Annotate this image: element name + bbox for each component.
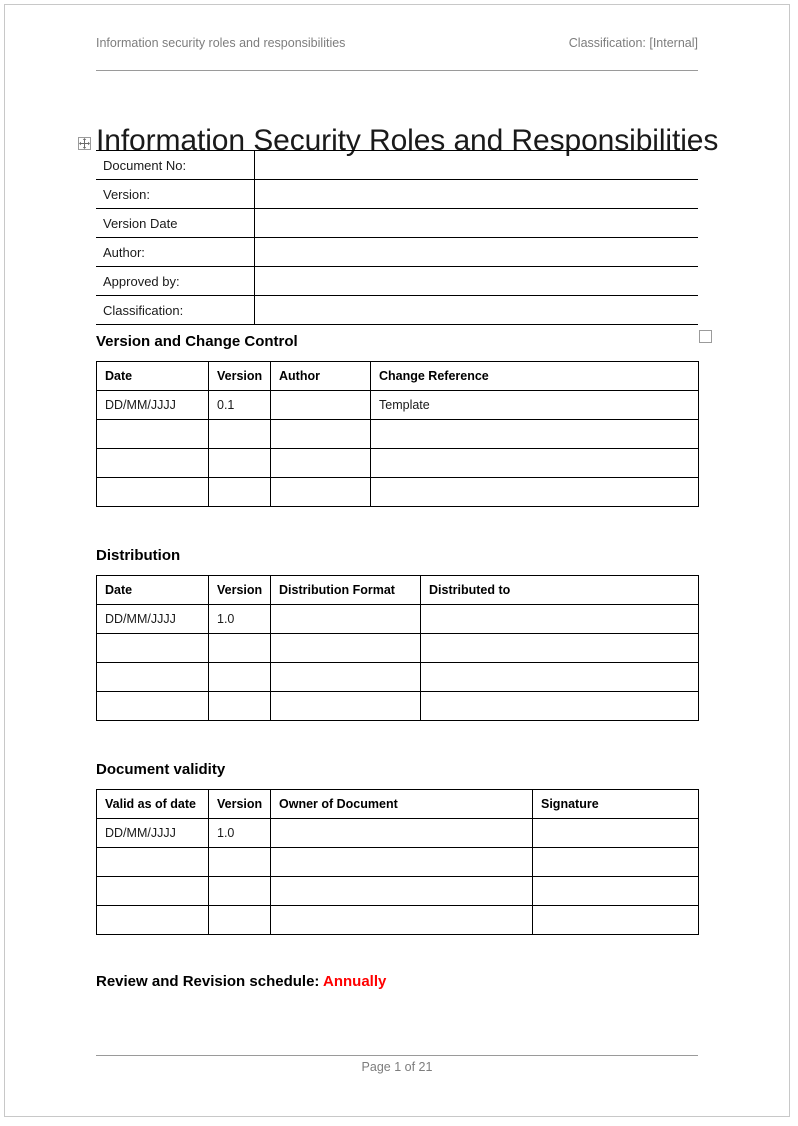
column-header-version: Version xyxy=(209,790,271,819)
table-row xyxy=(97,420,699,449)
cell-signature[interactable] xyxy=(533,819,699,848)
table-row xyxy=(97,692,699,721)
cell-signature[interactable] xyxy=(533,906,699,935)
cell-version[interactable] xyxy=(209,634,271,663)
footer-divider xyxy=(96,1055,698,1056)
cell-author[interactable] xyxy=(271,449,371,478)
cell-signature[interactable] xyxy=(533,848,699,877)
cell-change-reference[interactable] xyxy=(371,420,699,449)
table-body xyxy=(97,819,699,935)
metadata-label-version-date: Version Date xyxy=(96,209,254,238)
cell-version[interactable] xyxy=(209,449,271,478)
table-body xyxy=(97,391,699,507)
table-row xyxy=(97,663,699,692)
cell-version[interactable] xyxy=(209,478,271,507)
review-revision-schedule xyxy=(96,973,386,990)
section-heading-distribution: Distribution xyxy=(96,547,181,564)
document-metadata-table xyxy=(96,150,698,325)
metadata-label-classification: Classification: xyxy=(96,296,254,325)
cell-date[interactable] xyxy=(97,634,209,663)
column-header-valid-as-of-date: Valid as of date xyxy=(97,790,209,819)
cell-date[interactable] xyxy=(97,663,209,692)
column-header-distribution-format: Distribution Format xyxy=(271,576,421,605)
cell-author[interactable] xyxy=(271,478,371,507)
header-divider xyxy=(96,70,698,71)
cell-valid-as-of-date[interactable] xyxy=(97,877,209,906)
metadata-label-author: Author: xyxy=(96,238,254,267)
cell-author[interactable] xyxy=(271,391,371,420)
cell-version[interactable] xyxy=(209,663,271,692)
document-footer xyxy=(96,1060,698,1074)
cell-version[interactable] xyxy=(209,420,271,449)
table-row xyxy=(96,180,698,209)
document-validity-table xyxy=(96,789,699,935)
table-row xyxy=(97,819,699,848)
table-row xyxy=(96,296,698,325)
cell-date[interactable]: DD/MM/JJJJ xyxy=(97,605,209,634)
document-header xyxy=(96,36,698,50)
table-row xyxy=(96,238,698,267)
cell-distributed-to[interactable] xyxy=(421,634,699,663)
metadata-value-document-no[interactable] xyxy=(254,151,698,180)
metadata-value-version[interactable] xyxy=(254,180,698,209)
cell-valid-as-of-date[interactable] xyxy=(97,906,209,935)
column-header-version: Version xyxy=(209,362,271,391)
review-schedule-value: Annually xyxy=(323,973,387,990)
metadata-value-version-date[interactable] xyxy=(254,209,698,238)
cell-version[interactable] xyxy=(209,877,271,906)
cell-distributed-to[interactable] xyxy=(421,663,699,692)
cell-date[interactable] xyxy=(97,449,209,478)
table-row xyxy=(97,877,699,906)
column-header-distributed-to: Distributed to xyxy=(421,576,699,605)
column-header-signature: Signature xyxy=(533,790,699,819)
table-row xyxy=(97,790,699,819)
cell-distribution-format[interactable] xyxy=(271,605,421,634)
cell-version[interactable]: 1.0 xyxy=(209,605,271,634)
table-row xyxy=(96,209,698,238)
cell-change-reference[interactable] xyxy=(371,478,699,507)
table-row xyxy=(97,576,699,605)
metadata-value-classification[interactable] xyxy=(254,296,698,325)
table-header-row xyxy=(97,362,699,391)
table-row xyxy=(97,449,699,478)
table-resize-handle-icon[interactable] xyxy=(699,330,712,343)
table-body xyxy=(97,605,699,721)
metadata-label-document-no: Document No: xyxy=(96,151,254,180)
cell-signature[interactable] xyxy=(533,877,699,906)
section-heading-version-change-control: Version and Change Control xyxy=(96,333,298,350)
column-header-date: Date xyxy=(97,576,209,605)
table-row xyxy=(97,391,699,420)
cell-distributed-to[interactable] xyxy=(421,692,699,721)
table-row xyxy=(97,906,699,935)
page-number-text: Page 1 of 21 xyxy=(361,1060,433,1074)
cell-change-reference[interactable]: Template xyxy=(371,391,699,420)
table-header-row xyxy=(97,790,699,819)
cell-owner-of-document[interactable] xyxy=(271,819,533,848)
cell-distribution-format[interactable] xyxy=(271,663,421,692)
cell-author[interactable] xyxy=(271,420,371,449)
cell-valid-as-of-date[interactable]: DD/MM/JJJJ xyxy=(97,819,209,848)
review-schedule-label: Review and Revision schedule: xyxy=(96,973,324,990)
page-title: Information Security Roles and Responsibilities xyxy=(96,124,719,158)
table-header-row xyxy=(97,576,699,605)
cell-date[interactable] xyxy=(97,478,209,507)
column-header-date: Date xyxy=(97,362,209,391)
cell-date[interactable] xyxy=(97,420,209,449)
cell-date[interactable] xyxy=(97,692,209,721)
cell-date[interactable]: DD/MM/JJJJ xyxy=(97,391,209,420)
column-header-author: Author xyxy=(271,362,371,391)
cell-version[interactable] xyxy=(209,848,271,877)
metadata-value-approved-by[interactable] xyxy=(254,267,698,296)
column-header-owner-of-document: Owner of Document xyxy=(271,790,533,819)
metadata-label-approved-by: Approved by: xyxy=(96,267,254,296)
table-row xyxy=(97,634,699,663)
table-row xyxy=(97,362,699,391)
cell-distribution-format[interactable] xyxy=(271,692,421,721)
cell-owner-of-document[interactable] xyxy=(271,877,533,906)
table-row xyxy=(96,151,698,180)
cell-version[interactable]: 1.0 xyxy=(209,819,271,848)
header-left-text: Information security roles and responsibilities xyxy=(96,36,346,50)
cell-change-reference[interactable] xyxy=(371,449,699,478)
cell-owner-of-document[interactable] xyxy=(271,848,533,877)
distribution-table xyxy=(96,575,699,721)
header-classification-text: Classification: [Internal] xyxy=(568,36,698,50)
table-row xyxy=(96,267,698,296)
cell-distributed-to[interactable] xyxy=(421,605,699,634)
cell-version[interactable] xyxy=(209,906,271,935)
cell-version[interactable] xyxy=(209,692,271,721)
cell-valid-as-of-date[interactable] xyxy=(97,848,209,877)
metadata-value-author[interactable] xyxy=(254,238,698,267)
cell-version[interactable]: 0.1 xyxy=(209,391,271,420)
metadata-label-version: Version: xyxy=(96,180,254,209)
cell-owner-of-document[interactable] xyxy=(271,906,533,935)
section-heading-document-validity: Document validity xyxy=(96,761,226,778)
table-row xyxy=(97,605,699,634)
table-row xyxy=(97,848,699,877)
table-move-handle-icon[interactable] xyxy=(78,137,91,150)
cell-distribution-format[interactable] xyxy=(271,634,421,663)
metadata-rows xyxy=(96,151,698,325)
column-header-version: Version xyxy=(209,576,271,605)
column-header-change-reference: Change Reference xyxy=(371,362,699,391)
version-change-control-table xyxy=(96,361,699,507)
table-row xyxy=(97,478,699,507)
